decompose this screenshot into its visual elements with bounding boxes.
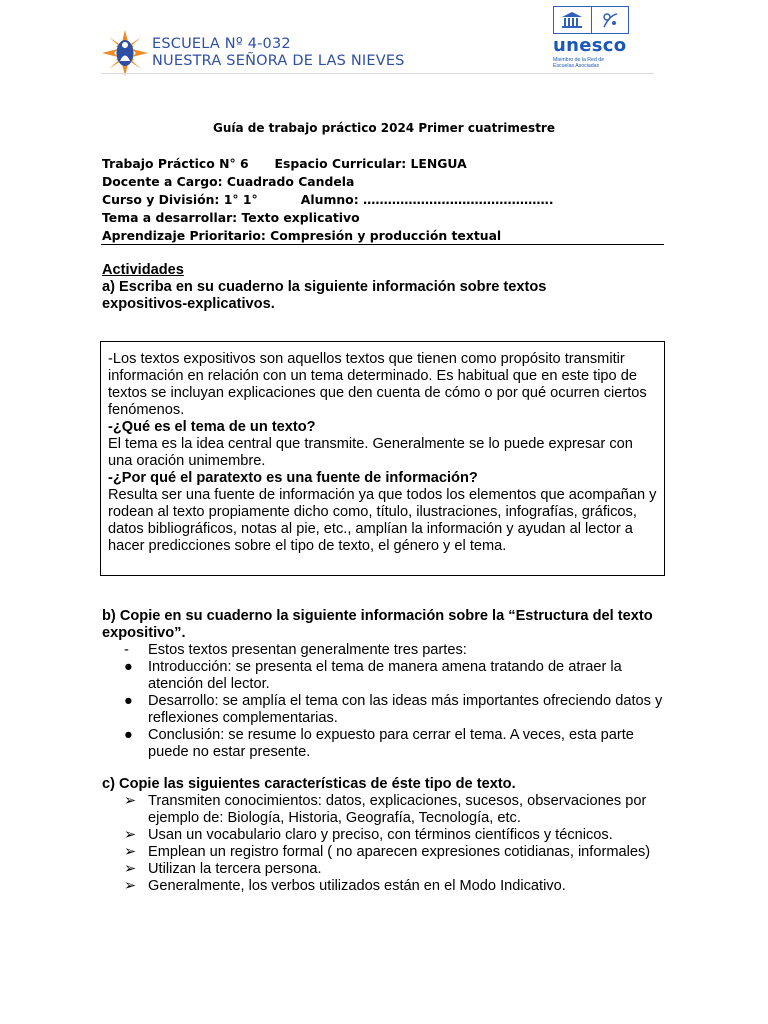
arrow-marker-icon: ➢ [124, 827, 137, 843]
header-divider [101, 73, 654, 74]
box-answer-2: Resulta ser una fuente de información ya que todos los elementos que acompañan y rodean al texto propiamente dicho como, título, ilustraciones, infografías, gráficos, datos bibliográficos, notas al pie, etc., amplían la información y ayudan al lector a hacer predicciones sobre el tipo de texto, el género y el tema. [108, 487, 657, 554]
section-b-heading: b) Copie en su cuaderno la siguiente información sobre la “Estructura del texto expositivo”. [102, 608, 653, 641]
box-answer-1: El tema es la idea central que transmite. Generalmente se lo puede expresar con una oración unimembre. [108, 436, 633, 469]
list-item [102, 642, 668, 659]
info-divider [101, 244, 664, 245]
docente: Docente a Cargo: Cuadrado Candela [102, 174, 355, 189]
box-paragraph-intro: -Los textos expositivos son aquellos textos que tienen como propósito transmitir información en relación con un tema determinado. Es habitual que en este tipo de textos se incluyan explicaciones que den cuenta de cómo o por qué ocurren ciertos fenómenos. [108, 351, 647, 418]
list-item [102, 693, 668, 727]
bullet-marker: ● [124, 659, 133, 675]
list-item [102, 793, 668, 827]
info-box [100, 341, 665, 576]
section-c-heading: c) Copie las siguientes características de éste tipo de texto. [102, 776, 516, 792]
list-item-text: Emplean un registro formal ( no aparecen expresiones cotidianas, informales) [148, 844, 651, 860]
list-item-text: Generalmente, los verbos utilizados están en el Modo Indicativo. [148, 878, 566, 894]
espacio-curricular: Espacio Curricular: LENGUA [274, 156, 467, 171]
madonna-star-logo-icon [102, 30, 148, 76]
tema: Tema a desarrollar: Texto explicativo [102, 210, 360, 225]
info-block [102, 155, 554, 245]
section-b-list [102, 642, 668, 761]
list-item [102, 861, 668, 878]
unesco-subtitle [553, 57, 631, 69]
list-item [102, 659, 668, 693]
dash-marker: - [124, 642, 129, 658]
list-item [102, 878, 668, 895]
list-item-text: Estos textos presentan generalmente tres partes: [148, 642, 467, 658]
arrow-marker-icon: ➢ [124, 793, 137, 809]
tp-label: Trabajo Práctico N° 6 [102, 156, 249, 171]
school-name-line2: NUESTRA SEÑORA DE LAS NIEVES [152, 53, 405, 69]
unesco-logo [553, 6, 631, 69]
guide-title: Guía de trabajo práctico 2024 Primer cuatrimestre [212, 121, 555, 135]
bullet-marker: ● [124, 727, 133, 743]
list-item [102, 727, 668, 761]
aprendizaje-prioritario: Aprendizaje Prioritario: Compresión y producción textual [102, 228, 502, 243]
actividades-heading: Actividades [102, 262, 184, 278]
activity-a-heading: a) Escriba en su cuaderno la siguiente información sobre textos expositivos-explicativos. [102, 279, 547, 312]
unesco-temple-icon [554, 7, 591, 33]
unesco-wordmark: unesco [553, 35, 627, 56]
school-name [152, 36, 405, 70]
curso-division: Curso y División: 1° 1° [102, 192, 258, 207]
unesco-network-icon [591, 7, 629, 33]
list-item-text: Transmiten conocimientos: datos, explicaciones, sucesos, observaciones por ejemplo de: Biología, Historia, Geografía, Tecnología, etc. [148, 793, 647, 826]
box-question-2: -¿Por qué el paratexto es una fuente de información? [108, 470, 478, 486]
list-item [102, 844, 668, 861]
list-item [102, 827, 668, 844]
alumno-field: Alumno: ………………………………………. [300, 192, 554, 207]
unesco-subtitle-line2: Escuelas Asociadas [553, 63, 600, 69]
list-item-text: Desarrollo: se amplía el tema con las ideas más importantes ofreciendo datos y reflexiones complementarias. [148, 693, 663, 726]
bullet-marker: ● [124, 693, 133, 709]
arrow-marker-icon: ➢ [124, 878, 137, 894]
arrow-marker-icon: ➢ [124, 861, 137, 877]
list-item-text: Utilizan la tercera persona. [148, 861, 322, 877]
list-item-text: Conclusión: se resume lo expuesto para cerrar el tema. A veces, esta parte puede no estar presente. [148, 727, 634, 760]
arrow-marker-icon: ➢ [124, 844, 137, 860]
box-question-1: -¿Qué es el tema de un texto? [108, 419, 316, 435]
school-name-line1: ESCUELA Nº 4-032 [152, 36, 291, 52]
list-item-text: Introducción: se presenta el tema de manera amena tratando de atraer la atención del lector. [148, 659, 622, 692]
list-item-text: Usan un vocabulario claro y preciso, con términos científicos y técnicos. [148, 827, 613, 843]
unesco-subtitle-line1: Miembro de la Red de [553, 57, 605, 63]
section-c-list [102, 793, 668, 895]
